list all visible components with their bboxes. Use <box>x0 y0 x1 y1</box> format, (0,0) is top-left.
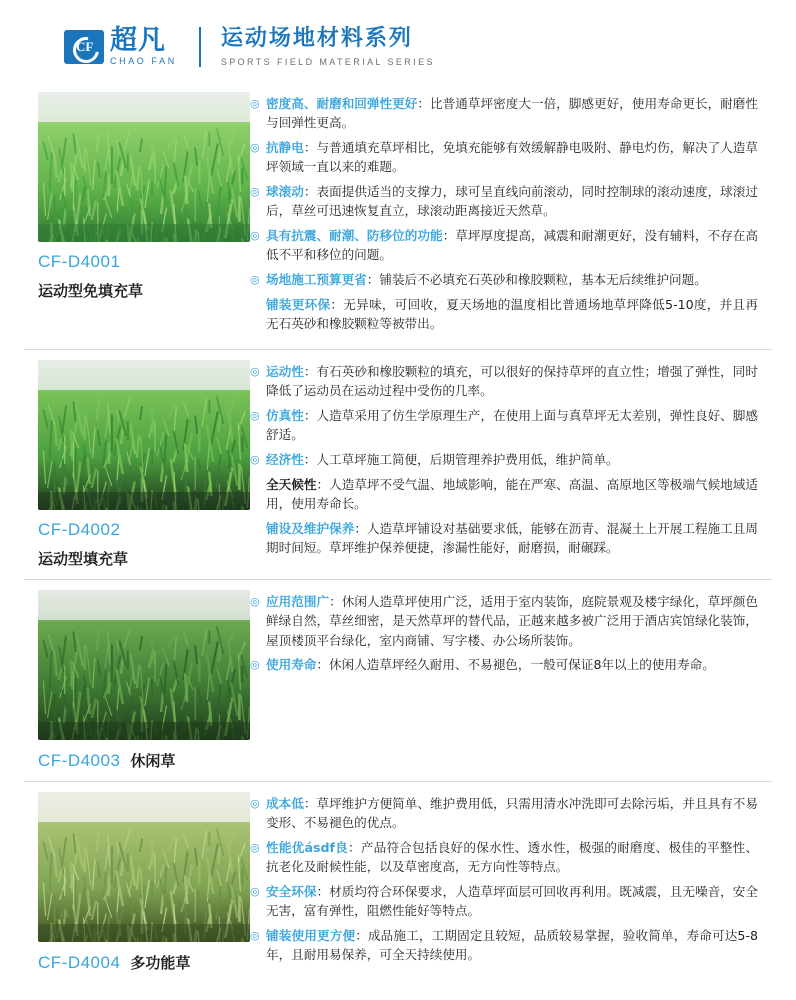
feature-item <box>250 138 758 177</box>
feature-description: ：表面提供适当的支撑力，球可呈直线向前滚动，同时控制球的滚动速度，球滚过后，草丝可迅速恢复直立，球滚动距离接近天然草。 <box>266 183 759 219</box>
product-media <box>38 792 250 973</box>
product-photo <box>38 92 250 242</box>
feature-item <box>250 655 758 675</box>
feature-text <box>266 226 758 265</box>
product-media <box>38 92 250 339</box>
logo-name-en: CHAO FAN <box>110 56 177 67</box>
feature-term: 铺设及维护保养 <box>266 520 355 536</box>
feature-item <box>250 182 758 221</box>
feature-term: 铺装使用更方便 <box>266 927 356 943</box>
bullet-icon <box>250 519 266 558</box>
product-section <box>24 350 772 580</box>
feature-term: 成本低 <box>266 795 304 811</box>
product-section <box>24 782 772 983</box>
feature-item <box>250 406 758 445</box>
feature-description: ：人造草坪铺设对基础要求低，能够在沥青、混凝土上开展工程施工且周期时间短。草坪维护保养便捷，渗漏性能好，耐磨损，耐碾踩。 <box>266 520 759 556</box>
product-code: CF-D4004 <box>38 952 121 972</box>
feature-item <box>250 794 758 833</box>
product-section <box>24 580 772 782</box>
feature-text <box>266 882 758 921</box>
header-divider <box>199 27 201 67</box>
feature-description: ：人造草坪不受气温、地域影响，能在严寒、高温、高原地区等极端气候地域适用，使用寿命长。 <box>266 476 759 512</box>
logo-name-cn: 超凡 <box>110 25 166 57</box>
feature-term: 安全环保 <box>266 883 317 899</box>
product-feature-list <box>250 360 758 569</box>
product-caption <box>38 750 236 771</box>
bullet-icon: ◎ <box>250 929 260 942</box>
product-name: 运动型免填充草 <box>38 281 144 300</box>
feature-term: 密度高、耐磨和回弹性更好 <box>266 95 418 111</box>
feature-item <box>250 450 758 470</box>
feature-text <box>266 475 758 514</box>
feature-item <box>250 475 758 514</box>
bullet-icon <box>250 475 266 514</box>
bullet-icon: ◎ <box>250 595 260 608</box>
brand-logo <box>64 27 177 66</box>
product-photo <box>38 360 250 510</box>
feature-item <box>250 838 758 877</box>
feature-item <box>250 270 758 290</box>
logo-abbr: CF <box>76 38 94 54</box>
feature-text <box>266 519 758 558</box>
feature-text <box>266 406 758 445</box>
feature-text <box>266 838 758 877</box>
feature-item <box>250 519 758 558</box>
feature-text <box>266 270 758 290</box>
product-name: 多功能草 <box>130 953 191 972</box>
feature-description: ：比普通草坪密度大一倍，脚感更好，使用寿命更长，耐磨性与回弹性更高。 <box>266 95 759 131</box>
feature-term: 性能优ásdf良 <box>266 839 348 855</box>
feature-term: 球滚动 <box>266 183 304 199</box>
feature-description: ：人造草采用了仿生学原理生产，在使用上面与真草坪无太差别，弹性良好、脚感舒适。 <box>266 407 759 443</box>
feature-description: ：与普通填充草坪相比，免填充能够有效缓解静电吸附、静电灼伤，解决了人造草坪领域一直以来的难题。 <box>266 139 759 175</box>
page-subtitle: SPORTS FIELD MATERIAL SERIES <box>220 57 435 68</box>
feature-description: ：成品施工，工期固定且较短，品质较易掌握，验收简单，寿命可达5-8年，且耐用易保养，可全天持续使用。 <box>266 927 759 963</box>
bullet-icon: ◎ <box>250 797 260 810</box>
bullet-icon: ◎ <box>250 273 260 286</box>
product-caption <box>38 952 236 973</box>
feature-description: ：产品符合包括良好的保水性、透水性，极强的耐磨度、极佳的平整性、抗老化及耐候性能，以及草密度高，无方向性等特点。 <box>266 839 758 875</box>
product-photo <box>38 792 250 942</box>
product-sections <box>24 82 772 983</box>
feature-text <box>266 362 758 401</box>
bullet-icon: ◎ <box>250 841 260 854</box>
product-code: CF-D4003 <box>38 750 121 770</box>
bullet-icon: ◎ <box>250 141 260 154</box>
feature-item <box>250 882 758 921</box>
feature-description: ：休闲人造草坪使用广泛，适用于室内装饰，庭院景观及楼宇绿化，草坪颜色鲜绿自然，草丝细密，是天然草坪的替代品，正越来越多被广泛用于酒店宾馆绿化装饰，屋顶楼顶平台绿化，室内商铺、写字楼、办公场所装饰。 <box>266 593 759 648</box>
feature-item <box>250 926 758 965</box>
product-name: 休闲草 <box>130 751 176 770</box>
product-code: CF-D4001 <box>38 251 121 271</box>
feature-description: ：材质均符合环保要求，人造草坪面层可回收再利用。既减震，且无噪音，安全无害，富有弹性，阻燃性能好等特点。 <box>266 883 759 919</box>
bullet-icon <box>250 295 266 334</box>
feature-item <box>250 295 758 334</box>
feature-term: 应用范围广 <box>266 593 330 609</box>
feature-term: 运动性 <box>266 363 304 379</box>
bullet-icon: ◎ <box>250 229 260 242</box>
product-feature-list <box>250 590 758 771</box>
product-photo <box>38 590 250 740</box>
feature-description: ：铺装后不必填充石英砂和橡胶颗粒，基本无后续维护问题。 <box>366 271 707 287</box>
feature-description: ：草坪厚度提高，减震和耐潮更好，没有辅料，不存在高低不平和移位的问题。 <box>266 227 759 263</box>
product-caption <box>38 252 236 301</box>
feature-term: 全天候性 <box>266 476 317 492</box>
logo-icon <box>64 30 104 64</box>
feature-term: 抗静电 <box>266 139 304 155</box>
feature-description: ：无异味，可回收，夏天场地的温度相比普通场地草坪降低5-10度，并且再无石英砂和橡胶颗粒等被带出。 <box>266 296 759 332</box>
feature-description: ：草坪维护方便简单、维护费用低，只需用清水冲洗即可去除污垢，并且具有不易变形、不易褪色的优点。 <box>266 795 759 831</box>
page-title: 运动场地材料系列 <box>220 26 413 51</box>
product-code: CF-D4002 <box>38 519 121 539</box>
feature-text <box>266 794 758 833</box>
product-section <box>24 82 772 350</box>
feature-text <box>266 450 758 470</box>
header-titles <box>221 26 435 68</box>
feature-item <box>250 94 758 133</box>
logo-text <box>110 27 177 66</box>
feature-text <box>266 94 758 133</box>
feature-text <box>266 295 758 334</box>
feature-term: 经济性 <box>266 451 304 467</box>
product-name: 运动型填充草 <box>38 549 129 568</box>
feature-text <box>266 926 758 965</box>
feature-term: 具有抗震、耐潮、防移位的功能 <box>266 227 443 243</box>
bullet-icon: ◎ <box>250 885 260 898</box>
page-header <box>24 0 772 82</box>
feature-description: ：休闲人造草坪经久耐用、不易褪色，一般可保证8年以上的使用寿命。 <box>316 657 715 673</box>
feature-term: 场地施工预算更省 <box>266 271 367 287</box>
bullet-icon: ◎ <box>250 185 260 198</box>
feature-item <box>250 362 758 401</box>
feature-term: 仿真性 <box>266 407 304 423</box>
feature-description: ：有石英砂和橡胶颗粒的填充，可以很好的保持草坪的直立性；增强了弹性，同时降低了运动员在运动过程中受伤的几率。 <box>266 363 759 399</box>
product-media <box>38 360 250 569</box>
product-caption <box>38 520 236 569</box>
feature-item <box>250 592 758 651</box>
bullet-icon: ◎ <box>250 453 260 466</box>
feature-term: 铺装更环保 <box>266 296 331 312</box>
bullet-icon: ◎ <box>250 365 260 378</box>
bullet-icon: ◎ <box>250 659 260 672</box>
feature-text <box>266 655 758 675</box>
product-media <box>38 590 250 771</box>
feature-text <box>266 182 758 221</box>
bullet-icon: ◎ <box>250 97 260 110</box>
feature-description: ：人工草坪施工简便，后期管理养护费用低，维护简单。 <box>303 451 619 467</box>
product-feature-list <box>250 792 758 973</box>
feature-text <box>266 592 758 651</box>
feature-text <box>266 138 758 177</box>
product-feature-list <box>250 92 758 339</box>
feature-item <box>250 226 758 265</box>
feature-term: 使用寿命 <box>266 657 317 673</box>
bullet-icon: ◎ <box>250 409 260 422</box>
